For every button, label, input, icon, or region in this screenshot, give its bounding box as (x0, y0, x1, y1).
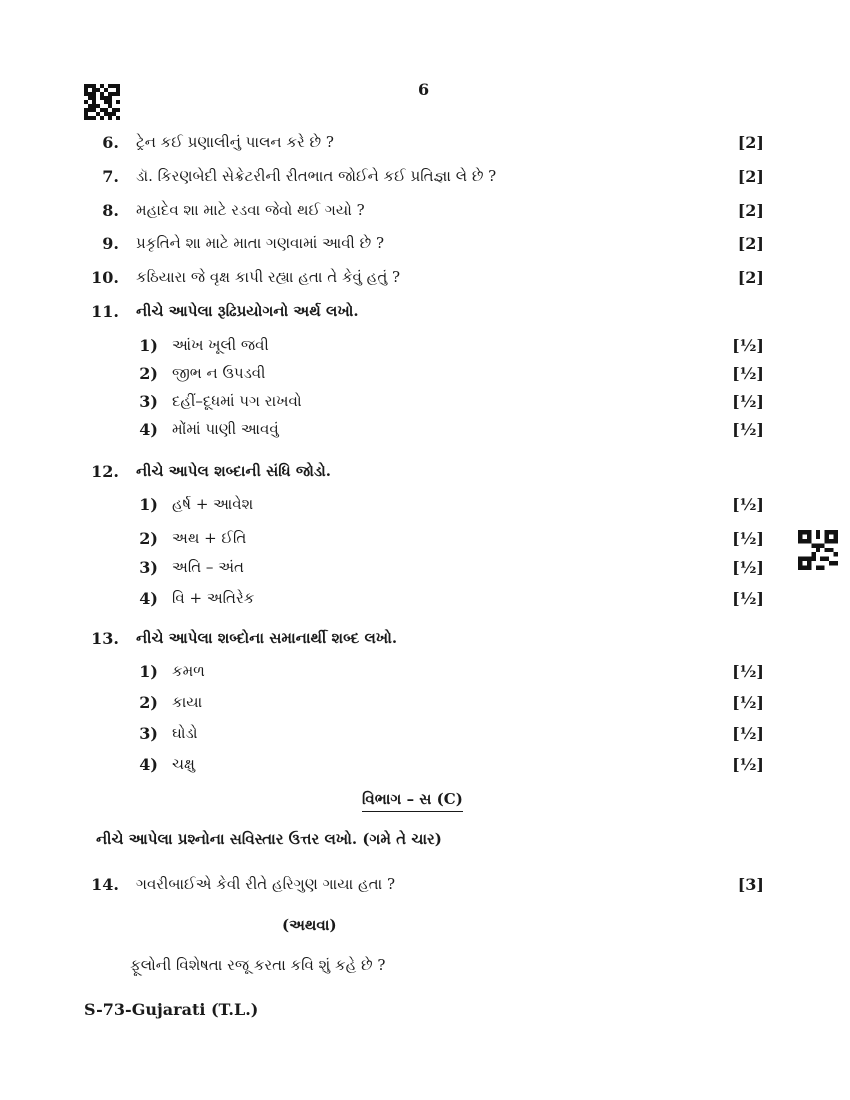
sub-item-text: આંખ ખૂલી જવી (172, 336, 269, 354)
question-text: પ્રકૃતિને શા માટે માતા ગણવામાં આવી છે ? (136, 234, 384, 252)
question-10 (0, 268, 850, 292)
question-number: 13. (91, 629, 119, 648)
sub-item-text: હર્ષ + આવેશ (172, 495, 254, 513)
question-text: કઠિયારા જે વૃક્ષ કાપી રહ્યા હતા તે કેવું હતું ? (136, 268, 401, 286)
sub-item-number: 1) (139, 662, 158, 681)
sub-item-number: 3) (139, 724, 158, 743)
sub-item-number: 4) (139, 755, 158, 774)
question-text: નીચે આપેલા રૂઢિપ્રયોગનો અર્થ લખો. (136, 302, 359, 320)
question-number: 9. (102, 234, 119, 253)
section-c-title: વિભાગ – સ (C) (362, 790, 463, 812)
sub-item-text: કાયા (172, 693, 203, 711)
question-text: મહાદેવ શા માટે રડવા જેવો થઈ ગયો ? (136, 201, 365, 219)
page-number: 6 (418, 80, 430, 99)
q12-item-4 (0, 589, 850, 613)
q11-item-1 (0, 336, 850, 360)
sub-item-marks: [½] (732, 724, 764, 743)
question-text: ડૉ. કિરણબેદી સેક્રેટરીની રીતભાત જોઈને કઈ પ્રતિજ્ઞા લે છે ? (136, 167, 497, 185)
question-marks: [2] (737, 268, 764, 287)
question-11 (0, 302, 850, 326)
q13-item-1 (0, 662, 850, 686)
sub-item-number: 4) (139, 589, 158, 608)
sub-item-text: મોંમાં પાણી આવવું (172, 420, 279, 438)
footer-paper-code: S-73-Gujarati (T.L.) (84, 1000, 259, 1019)
question-13 (0, 629, 850, 653)
question-6 (0, 133, 850, 157)
sub-item-number: 1) (139, 336, 158, 355)
q13-item-2 (0, 693, 850, 717)
question-text: ગવરીબાઈએ કેવી રીતે હરિગુણ ગાયા હતા ? (136, 875, 396, 893)
sub-item-marks: [½] (732, 529, 764, 548)
question-marks: [2] (737, 201, 764, 220)
question-number: 7. (102, 167, 119, 186)
question-number: 11. (91, 302, 119, 321)
q12-item-3 (0, 558, 850, 582)
sub-item-marks: [½] (732, 420, 764, 439)
or-label: (અથવા) (282, 916, 337, 934)
sub-item-marks: [½] (732, 589, 764, 608)
sub-item-text: કમળ (172, 662, 205, 680)
sub-item-marks: [½] (732, 495, 764, 514)
sub-item-text: વિ + અતિરેક (172, 589, 255, 607)
sub-item-text: દહીં–દૂધમાં પગ રાખવો (172, 392, 302, 410)
question-marks: [3] (737, 875, 764, 894)
question-marks: [2] (737, 167, 764, 186)
q13-item-3 (0, 724, 850, 748)
question-text: નીચે આપેલ શબ્દાની સંધિ જોડો. (136, 462, 332, 480)
sub-item-text: ચક્ષુ (172, 755, 195, 773)
q13-item-4 (0, 755, 850, 779)
q11-item-3 (0, 392, 850, 416)
section-c-instruction: નીચે આપેલા પ્રશ્નોના સવિસ્તાર ઉત્તર લખો. (ગમે તે ચાર) (96, 830, 442, 848)
sub-item-number: 3) (139, 558, 158, 577)
question-number: 6. (102, 133, 119, 152)
question-text: ટ્રેન કઈ પ્રણાલીનું પાલન કરે છે ? (136, 133, 334, 151)
question-number: 10. (91, 268, 119, 287)
sub-item-marks: [½] (732, 392, 764, 411)
sub-item-text: ઘોડો (172, 724, 198, 742)
sub-item-marks: [½] (732, 755, 764, 774)
question-number: 8. (102, 201, 119, 220)
question-14 (0, 875, 850, 899)
qr-code-top (84, 84, 120, 120)
sub-item-text: જીભ ન ઉપડવી (172, 364, 266, 382)
alternate-question-text: ફૂલોની વિશેષતા રજૂ કરતા કવિ શું કહે છે ? (130, 956, 386, 974)
sub-item-text: અથ + ઈતિ (172, 529, 247, 547)
sub-item-number: 2) (139, 529, 158, 548)
question-7 (0, 167, 850, 191)
question-12 (0, 462, 850, 486)
question-number: 14. (91, 875, 119, 894)
sub-item-number: 3) (139, 392, 158, 411)
sub-item-number: 4) (139, 420, 158, 439)
q11-item-4 (0, 420, 850, 444)
q12-item-1 (0, 495, 850, 519)
q11-item-2 (0, 364, 850, 388)
sub-item-text: અતિ – અંત (172, 558, 244, 576)
sub-item-marks: [½] (732, 336, 764, 355)
question-9 (0, 234, 850, 258)
sub-item-marks: [½] (732, 558, 764, 577)
question-marks: [2] (737, 133, 764, 152)
sub-item-number: 2) (139, 693, 158, 712)
sub-item-number: 1) (139, 495, 158, 514)
question-number: 12. (91, 462, 119, 481)
sub-item-marks: [½] (732, 364, 764, 383)
sub-item-marks: [½] (732, 693, 764, 712)
question-8 (0, 201, 850, 225)
sub-item-marks: [½] (732, 662, 764, 681)
sub-item-number: 2) (139, 364, 158, 383)
question-marks: [2] (737, 234, 764, 253)
q12-item-2 (0, 529, 850, 553)
question-text: નીચે આપેલા શબ્દોના સમાનાર્થી શબ્દ લખો. (136, 629, 398, 647)
